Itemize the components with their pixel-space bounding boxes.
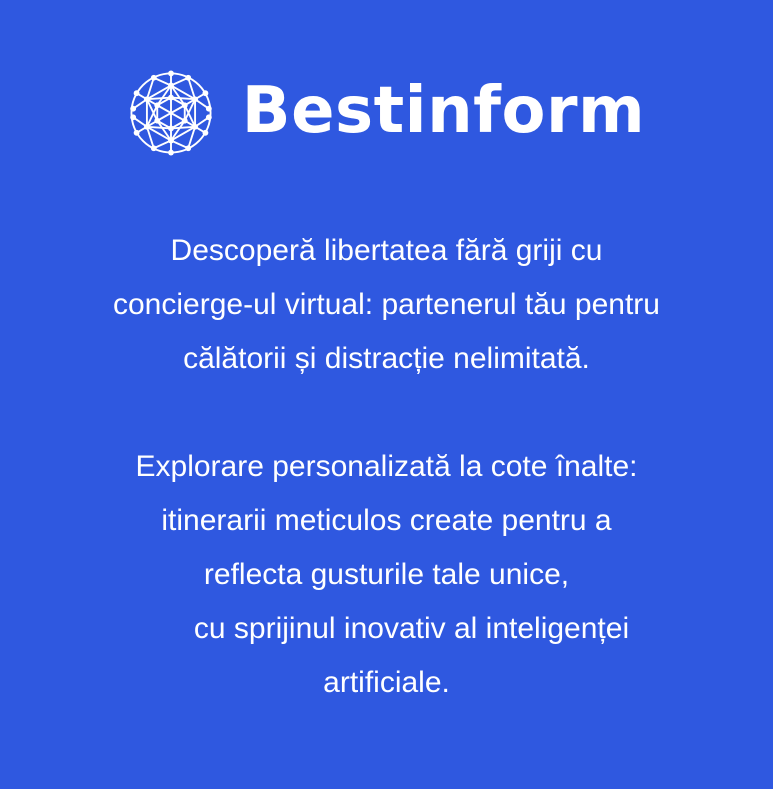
brand-name: Bestinform xyxy=(241,74,646,148)
details-line: itinerarii meticulos create pentru a xyxy=(161,504,612,537)
paragraph-spacer xyxy=(0,386,773,440)
intro-line: concierge-ul virtual: partenerul tău pentru xyxy=(113,288,660,321)
brand-header xyxy=(0,70,773,156)
promo-text xyxy=(0,224,773,710)
details-line: reflecta gusturile tale unice, xyxy=(203,558,570,591)
details-line: Explorare personalizată la cote înalte: xyxy=(135,450,638,483)
details-line: artificiale. xyxy=(323,666,450,699)
intro-line: călătorii și distracție nelimitată. xyxy=(183,342,590,375)
geodesic-sphere-icon xyxy=(128,70,214,156)
intro-line: Descoperă libertatea fără griji cu xyxy=(170,234,603,267)
details-line: cu sprijinul inovativ al inteligenței xyxy=(193,612,630,645)
